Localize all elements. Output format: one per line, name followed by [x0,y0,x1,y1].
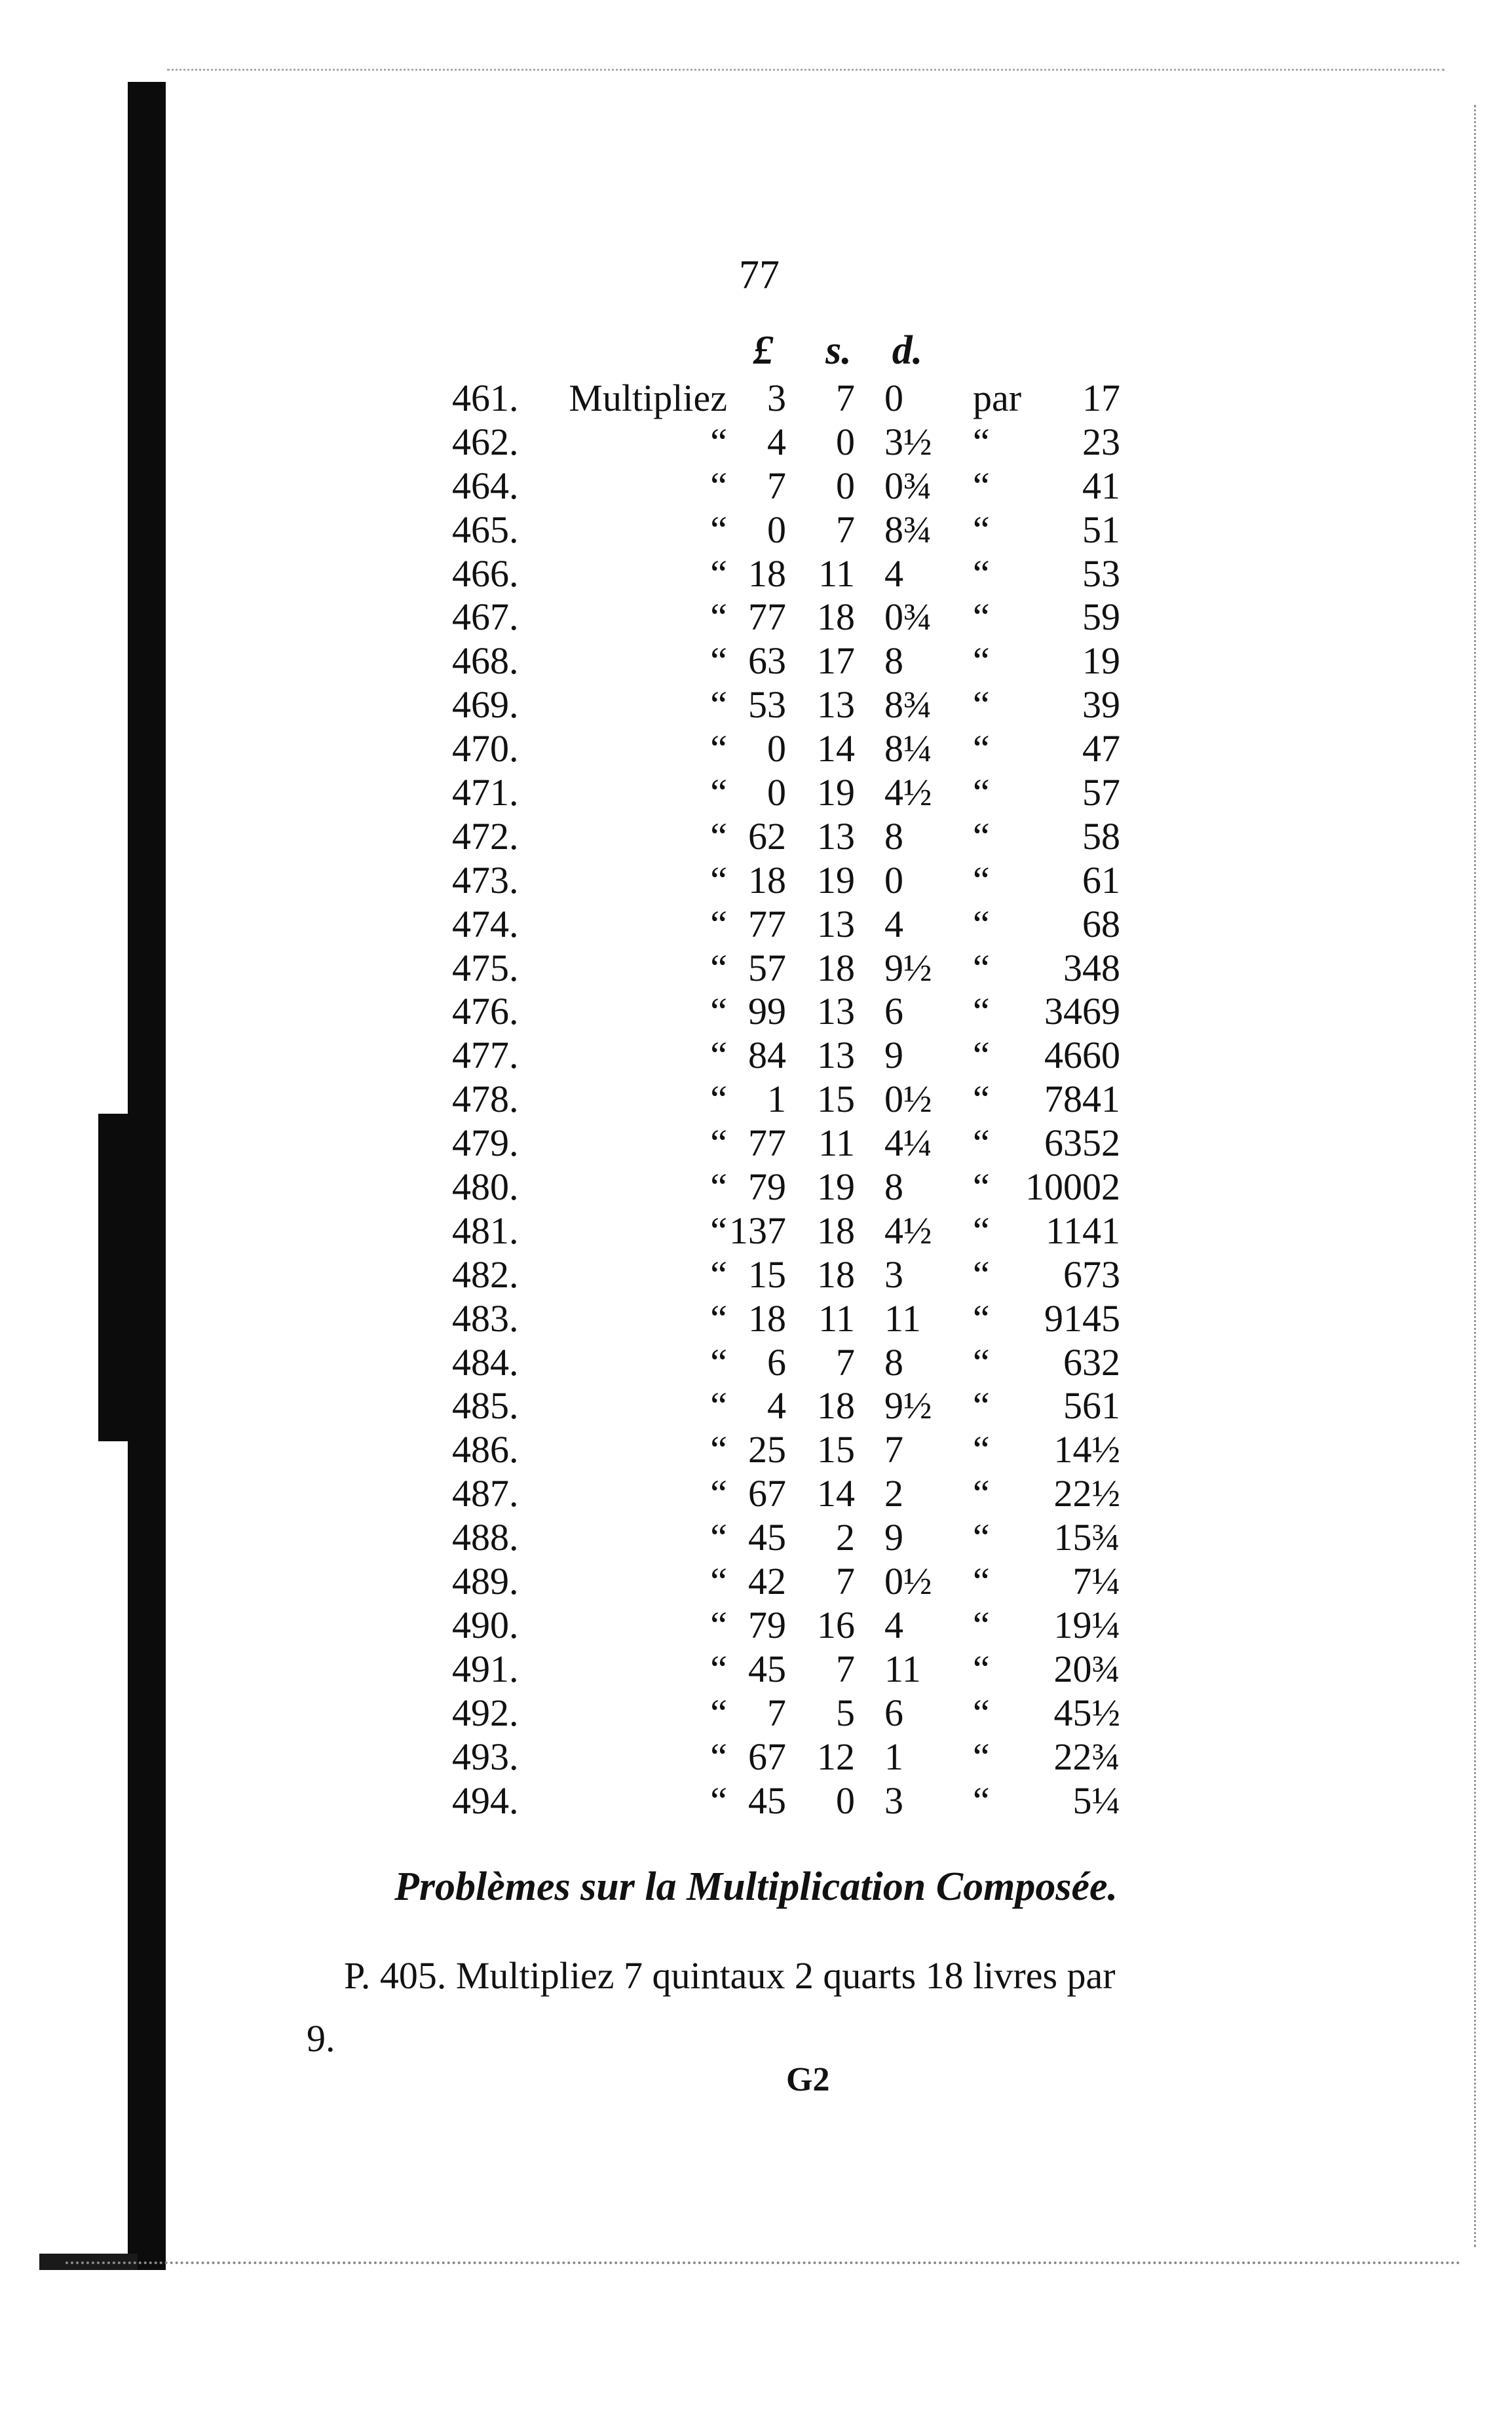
operation-word: “ [710,1647,727,1690]
exercise-number: 461. [452,377,519,419]
ditto-mark: “ [973,1209,990,1252]
exercise-number: 467. [452,596,519,639]
pence-value: 11 [884,1647,921,1690]
pounds-value: 3 [767,377,786,419]
table-row [0,683,1512,727]
pounds-header: £ [753,328,774,373]
table-row [0,947,1512,991]
pence-value: 0½ [884,1078,932,1121]
ditto-mark: “ [973,727,990,770]
shillings-value: 11 [818,1122,855,1165]
multiplier-value: 632 [1063,1340,1120,1384]
operation-word: “ [710,858,727,901]
exercise-number: 494. [452,1779,519,1822]
pounds-value: 45 [748,1647,786,1690]
operation-word: “ [710,1253,727,1296]
pence-value: 2 [884,1472,903,1515]
table-row [0,1122,1512,1165]
pence-value: 6 [884,1691,903,1734]
shillings-value: 14 [817,727,855,770]
table-row [0,1341,1512,1385]
operation-word: “ [710,1428,727,1471]
exercise-number: 490. [452,1603,519,1646]
operation-word: “ [710,1384,727,1428]
pounds-value: 63 [748,639,786,683]
pence-value: 9 [884,1034,903,1077]
shillings-value: 19 [817,771,855,814]
operation-word: “ [710,990,727,1033]
shillings-value: 7 [836,508,855,551]
ditto-mark: “ [973,1034,990,1077]
ditto-mark: “ [973,1428,990,1471]
pence-value: 3½ [884,420,932,463]
problem-text: P. 405. Multipliez 7 quintaux 2 quarts 18 livres par [344,1954,1116,1997]
shillings-value: 14 [817,1472,855,1515]
pounds-value: 45 [748,1779,786,1822]
ditto-mark: “ [973,1340,990,1384]
operation-word: “ [710,1691,727,1734]
multiplier-value: 14½ [1053,1428,1120,1471]
operation-word: “ [710,727,727,770]
pounds-value: 0 [767,508,786,551]
ditto-mark: “ [973,1122,990,1165]
ditto-mark: “ [973,1691,990,1734]
exercise-number: 470. [452,727,519,770]
pence-value: 8¼ [884,727,932,770]
operation-word: “ [710,1603,727,1646]
shillings-value: 18 [817,946,855,989]
multiplier-value: 19¼ [1053,1603,1120,1646]
shillings-value: 15 [817,1078,855,1121]
multiplier-value: 7¼ [1072,1560,1120,1603]
shillings-value: 12 [817,1735,855,1778]
ditto-mark: “ [973,639,990,683]
operation-word: “ [710,420,727,463]
pounds-value: 99 [748,990,786,1033]
pence-value: 0 [884,377,903,419]
multiplier-value: 17 [1082,377,1120,419]
pence-value: 8¾ [884,683,932,727]
ditto-mark: “ [973,814,990,858]
pence-value: 8 [884,814,903,858]
exercise-number: 475. [452,946,519,989]
exercise-number: 464. [452,464,519,507]
multiplier-value: 1141 [1046,1209,1120,1252]
ditto-mark: “ [973,1165,990,1209]
pounds-value: 42 [748,1560,786,1603]
ditto-mark: “ [973,1472,990,1515]
operation-word: “ [710,1122,727,1165]
operation-word: “ [710,946,727,989]
ditto-mark: “ [973,1735,990,1778]
operation-word: “ [710,902,727,945]
multiplier-value: 4660 [1044,1034,1120,1077]
exercise-number: 472. [452,814,519,858]
multiplier-value: 348 [1063,946,1120,989]
multiplier-value: 61 [1082,858,1120,901]
ditto-mark: par [973,377,1022,419]
pence-value: 8 [884,639,903,683]
pence-value: 7 [884,1428,903,1471]
pounds-value: 137 [729,1209,786,1252]
pounds-value: 15 [748,1253,786,1296]
operation-word: “ [710,1209,727,1252]
multiplier-value: 5¼ [1072,1779,1120,1822]
table-row [0,859,1512,903]
multiplier-value: 7841 [1044,1078,1120,1121]
operation-word: “ [710,1779,727,1822]
shillings-value: 11 [818,552,855,595]
shillings-value: 7 [836,377,855,419]
table-row [0,1428,1512,1472]
multiplier-value: 23 [1082,420,1120,463]
ditto-mark: “ [973,902,990,945]
signature-mark: G2 [786,2061,830,2098]
pounds-value: 7 [767,1691,786,1734]
shillings-value: 7 [836,1560,855,1603]
ditto-mark: “ [973,990,990,1033]
pence-value: 11 [884,1296,921,1340]
operation-word: “ [710,683,727,727]
table-row [0,421,1512,464]
operation-word: “ [710,1560,727,1603]
pounds-value: 18 [748,858,786,901]
pounds-value: 18 [748,552,786,595]
table-row [0,1209,1512,1253]
pence-value: 4 [884,552,903,595]
operation-word: “ [710,1034,727,1077]
operation-word: “ [710,508,727,551]
pence-value: 9½ [884,946,932,989]
table-row [0,990,1512,1034]
multiplier-value: 22½ [1053,1472,1120,1515]
operation-word: “ [710,1340,727,1384]
shillings-value: 5 [836,1691,855,1734]
operation-word: “ [710,1516,727,1559]
multiplier-value: 20¾ [1053,1647,1120,1690]
pence-value: 8¾ [884,508,932,551]
shillings-value: 13 [817,683,855,727]
pence-header: d. [892,328,923,373]
table-row [0,1165,1512,1209]
column-headers [0,328,1512,380]
table-row [0,1253,1512,1297]
pounds-value: 4 [767,420,786,463]
ditto-mark: “ [973,1253,990,1296]
table-row [0,1384,1512,1428]
table-row [0,1297,1512,1341]
multiplier-value: 51 [1082,508,1120,551]
multiplier-value: 673 [1063,1253,1120,1296]
problem-text-continued: 9. [307,2017,335,2060]
shillings-value: 19 [817,858,855,901]
shillings-value: 0 [836,464,855,507]
pounds-value: 7 [767,464,786,507]
pence-value: 4 [884,902,903,945]
exercise-number: 476. [452,990,519,1033]
exercise-number: 480. [452,1165,519,1209]
multiplier-value: 59 [1082,596,1120,639]
shillings-value: 7 [836,1647,855,1690]
operation-word: “ [710,1472,727,1515]
multiplier-value: 41 [1082,464,1120,507]
exercise-number: 469. [452,683,519,727]
section-heading: Problèmes sur la Multiplication Composée. [394,1864,1118,1909]
shillings-value: 2 [836,1516,855,1559]
table-row [0,552,1512,596]
exercise-number: 486. [452,1428,519,1471]
ditto-mark: “ [973,1647,990,1690]
pounds-value: 4 [767,1384,786,1428]
table-row [0,1078,1512,1122]
table-row [0,1472,1512,1516]
pounds-value: 62 [748,814,786,858]
exercise-table [0,377,1512,1823]
pounds-value: 45 [748,1516,786,1559]
table-row [0,639,1512,683]
pence-value: 0½ [884,1560,932,1603]
operation-word: “ [710,639,727,683]
pounds-value: 0 [767,771,786,814]
exercise-number: 466. [452,552,519,595]
pence-value: 3 [884,1253,903,1296]
pence-value: 0 [884,858,903,901]
ditto-mark: “ [973,1516,990,1559]
ditto-mark: “ [973,858,990,901]
exercise-number: 471. [452,771,519,814]
exercise-number: 465. [452,508,519,551]
pence-value: 9 [884,1516,903,1559]
pounds-value: 53 [748,683,786,727]
shillings-value: 13 [817,902,855,945]
pounds-value: 67 [748,1735,786,1778]
ditto-mark: “ [973,946,990,989]
pounds-value: 79 [748,1165,786,1209]
ditto-mark: “ [973,683,990,727]
exercise-number: 491. [452,1647,519,1690]
exercise-number: 489. [452,1560,519,1603]
exercise-number: 487. [452,1472,519,1515]
shillings-value: 13 [817,1034,855,1077]
table-row [0,727,1512,771]
pence-value: 0¾ [884,464,932,507]
page-edge-top [167,69,1445,73]
ditto-mark: “ [973,508,990,551]
table-row [0,1692,1512,1735]
operation-word: “ [710,814,727,858]
ditto-mark: “ [973,552,990,595]
pence-value: 8 [884,1340,903,1384]
exercise-number: 485. [452,1384,519,1428]
exercise-number: 484. [452,1340,519,1384]
ditto-mark: “ [973,1078,990,1121]
table-row [0,1516,1512,1560]
ditto-mark: “ [973,464,990,507]
exercise-number: 478. [452,1078,519,1121]
multiplier-value: 58 [1082,814,1120,858]
shillings-value: 11 [818,1296,855,1340]
table-row [0,464,1512,508]
multiplier-value: 15¾ [1053,1516,1120,1559]
pence-value: 4½ [884,1209,932,1252]
page-edge-bottom [66,2261,1461,2267]
shillings-value: 15 [817,1428,855,1471]
multiplier-value: 45½ [1053,1691,1120,1734]
pounds-value: 77 [748,1122,786,1165]
ditto-mark: “ [973,771,990,814]
shillings-value: 18 [817,1253,855,1296]
operation-word: “ [710,771,727,814]
table-row [0,1034,1512,1078]
ditto-mark: “ [973,1384,990,1428]
operation-word: “ [710,552,727,595]
pence-value: 4 [884,1603,903,1646]
ditto-mark: “ [973,1603,990,1646]
shillings-value: 16 [817,1603,855,1646]
table-row [0,771,1512,815]
shillings-value: 0 [836,1779,855,1822]
shillings-value: 18 [817,1384,855,1428]
pounds-value: 6 [767,1340,786,1384]
ditto-mark: “ [973,1296,990,1340]
pence-value: 0¾ [884,596,932,639]
operation-word: Multipliez [569,377,727,419]
pounds-value: 84 [748,1034,786,1077]
table-row [0,815,1512,859]
multiplier-value: 53 [1082,552,1120,595]
table-row [0,1735,1512,1779]
table-row [0,596,1512,639]
multiplier-value: 3469 [1044,990,1120,1033]
multiplier-value: 22¾ [1053,1735,1120,1778]
table-row [0,1648,1512,1692]
multiplier-value: 68 [1082,902,1120,945]
ditto-mark: “ [973,1779,990,1822]
exercise-number: 488. [452,1516,519,1559]
multiplier-value: 561 [1063,1384,1120,1428]
pounds-value: 18 [748,1296,786,1340]
exercise-number: 482. [452,1253,519,1296]
shillings-header: s. [825,328,852,373]
exercise-number: 483. [452,1296,519,1340]
exercise-number: 473. [452,858,519,901]
pounds-value: 57 [748,946,786,989]
pounds-value: 79 [748,1603,786,1646]
pounds-value: 77 [748,902,786,945]
exercise-number: 479. [452,1122,519,1165]
multiplier-value: 9145 [1044,1296,1120,1340]
exercise-number: 468. [452,639,519,683]
pence-value: 1 [884,1735,903,1778]
page-number: 77 [739,253,780,297]
multiplier-value: 6352 [1044,1122,1120,1165]
multiplier-value: 10002 [1025,1165,1120,1209]
ditto-mark: “ [973,596,990,639]
pence-value: 4¼ [884,1122,932,1165]
multiplier-value: 47 [1082,727,1120,770]
table-row [0,1779,1512,1823]
shillings-value: 7 [836,1340,855,1384]
pounds-value: 67 [748,1472,786,1515]
shillings-value: 17 [817,639,855,683]
multiplier-value: 19 [1082,639,1120,683]
operation-word: “ [710,1296,727,1340]
multiplier-value: 39 [1082,683,1120,727]
ditto-mark: “ [973,1560,990,1603]
pence-value: 4½ [884,771,932,814]
exercise-number: 474. [452,902,519,945]
multiplier-value: 57 [1082,771,1120,814]
exercise-number: 493. [452,1735,519,1778]
shillings-value: 13 [817,814,855,858]
table-row [0,377,1512,421]
pence-value: 3 [884,1779,903,1822]
shillings-value: 19 [817,1165,855,1209]
pence-value: 8 [884,1165,903,1209]
pounds-value: 0 [767,727,786,770]
operation-word: “ [710,1165,727,1209]
pence-value: 6 [884,990,903,1033]
table-row [0,1604,1512,1648]
exercise-number: 477. [452,1034,519,1077]
ditto-mark: “ [973,420,990,463]
operation-word: “ [710,464,727,507]
pounds-value: 1 [767,1078,786,1121]
exercise-number: 462. [452,420,519,463]
exercise-number: 492. [452,1691,519,1734]
pounds-value: 77 [748,596,786,639]
operation-word: “ [710,1078,727,1121]
exercise-number: 481. [452,1209,519,1252]
shillings-value: 18 [817,596,855,639]
operation-word: “ [710,1735,727,1778]
shillings-value: 0 [836,420,855,463]
operation-word: “ [710,596,727,639]
pence-value: 9½ [884,1384,932,1428]
pounds-value: 25 [748,1428,786,1471]
shillings-value: 13 [817,990,855,1033]
shillings-value: 18 [817,1209,855,1252]
table-row [0,903,1512,947]
table-row [0,1560,1512,1604]
table-row [0,508,1512,552]
